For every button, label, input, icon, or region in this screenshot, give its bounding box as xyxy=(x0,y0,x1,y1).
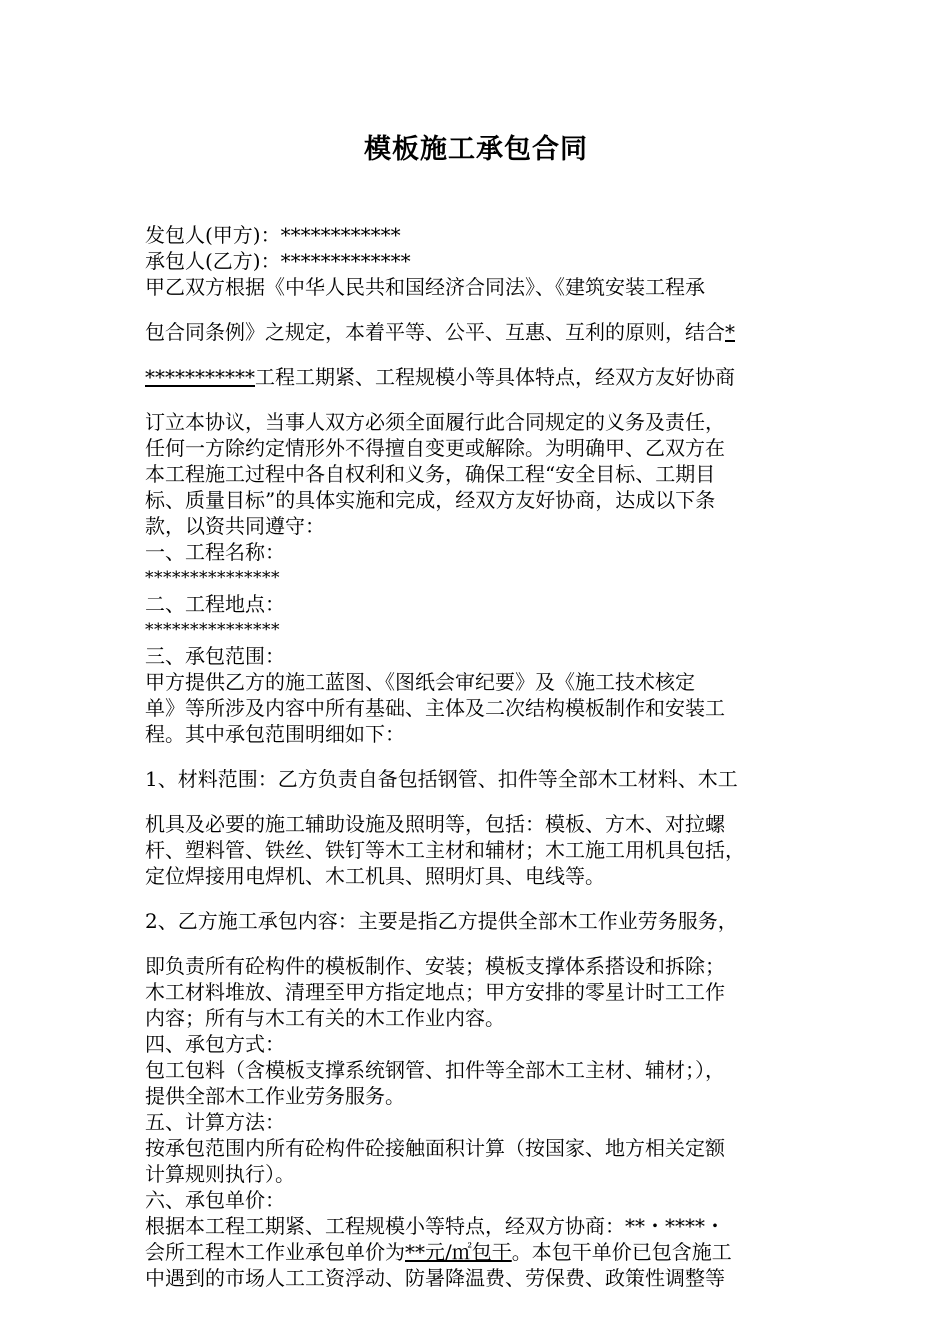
unit-price-line: 会所工程木工作业承包单价为**元/㎡包干。本包干单价已包含施工 xyxy=(145,1240,732,1264)
section-heading: 四、承包方式： xyxy=(145,1032,285,1056)
project-name-value: *************** xyxy=(145,568,280,588)
intro-line: 甲乙双方根据《中华人民共和国经济合同法》、《建筑安装工程承 xyxy=(145,275,705,299)
materials-scope-line: 定位焊接用电焊机、木工机具、照明灯具、电线等。 xyxy=(145,864,605,888)
scope-line: 程。其中承包范围明细如下： xyxy=(145,722,405,746)
intro-paragraph xyxy=(145,274,807,539)
calculation-line: 按承包范围内所有砼构件砼接触面积计算（按国家、地方相关定额 xyxy=(145,1136,725,1160)
project-location-value: *************** xyxy=(145,620,280,640)
labor-scope-line: 木工材料堆放、清理至甲方指定地点；甲方安排的零星计时工工作 xyxy=(145,980,725,1004)
party-b-line: 承包人(乙方)：************* xyxy=(145,249,411,273)
contract-method-line: 包工包料（含模板支撑系统钢管、扣件等全部木工主材、辅材；）， xyxy=(145,1058,725,1082)
intro-line: 订立本协议，当事人双方必须全面履行此合同规定的义务及责任， xyxy=(145,410,725,434)
labor-scope-line: 内容；所有与木工有关的木工作业内容。 xyxy=(145,1006,505,1030)
intro-line: 款，以资共同遵守： xyxy=(145,514,325,538)
intro-line: 任何一方除约定情形外不得擅自变更或解除。为明确甲、乙双方在 xyxy=(145,436,725,460)
scope-line: 单》等所涉及内容中所有基础、主体及二次结构模板制作和安装工 xyxy=(145,696,725,720)
section-heading: 一、工程名称： xyxy=(145,540,285,564)
unit-price-value: **元/㎡包干 xyxy=(405,1240,512,1264)
labor-scope-line: 2、乙方施工承包内容：主要是指乙方提供全部木工作业劳务服务， xyxy=(145,909,738,933)
party-a-line: 发包人(甲方)：************ xyxy=(145,223,401,247)
document-title: 模板施工承包合同 xyxy=(364,134,588,165)
materials-scope-line: 杆、塑料管、铁丝、铁钉等木工主材和辅材；木工施工用机具包括， xyxy=(145,838,745,862)
section-heading: 六、承包单价： xyxy=(145,1188,285,1212)
calculation-line: 计算规则执行）。 xyxy=(145,1162,295,1186)
intro-line: ***********工程工期紧、工程规模小等具体特点，经双方友好协商 xyxy=(145,365,735,389)
contract-method-line: 提供全部木工作业劳务服务。 xyxy=(145,1084,405,1108)
intro-line: 本工程施工过程中各自权利和义务，确保工程“安全目标、工期目 xyxy=(145,462,716,486)
section-heading: 二、工程地点： xyxy=(145,592,285,616)
project-name-blank: * xyxy=(725,320,735,344)
unit-price-line: 中遇到的市场人工工资浮动、防暑降温费、劳保费、政策性调整等 xyxy=(145,1266,725,1290)
document-body xyxy=(145,222,807,1291)
section-heading: 五、计算方法： xyxy=(145,1110,285,1134)
scope-line: 甲方提供乙方的施工蓝图、《图纸会审纪要》及《施工技术核定 xyxy=(145,670,695,694)
intro-line: 标、质量目标”的具体实施和完成，经双方友好协商，达成以下条 xyxy=(145,488,716,512)
labor-scope-line: 即负责所有砼构件的模板制作、安装；模板支撑体系搭设和拆除； xyxy=(145,954,725,978)
intro-line: 包合同条例》之规定，本着平等、公平、互惠、互利的原则，结合* xyxy=(145,320,735,344)
materials-scope-line: 1、材料范围：乙方负责自备包括钢管、扣件等全部木工材料、木工 xyxy=(145,767,738,791)
section-heading: 三、承包范围： xyxy=(145,644,285,668)
project-name-blank: *********** xyxy=(145,365,255,389)
unit-price-line: 根据本工程工期紧、工程规模小等特点，经双方协商：**・****・ xyxy=(145,1214,725,1238)
materials-scope-line: 机具及必要的施工辅助设施及照明等，包括：模板、方木、对拉螺 xyxy=(145,812,725,836)
